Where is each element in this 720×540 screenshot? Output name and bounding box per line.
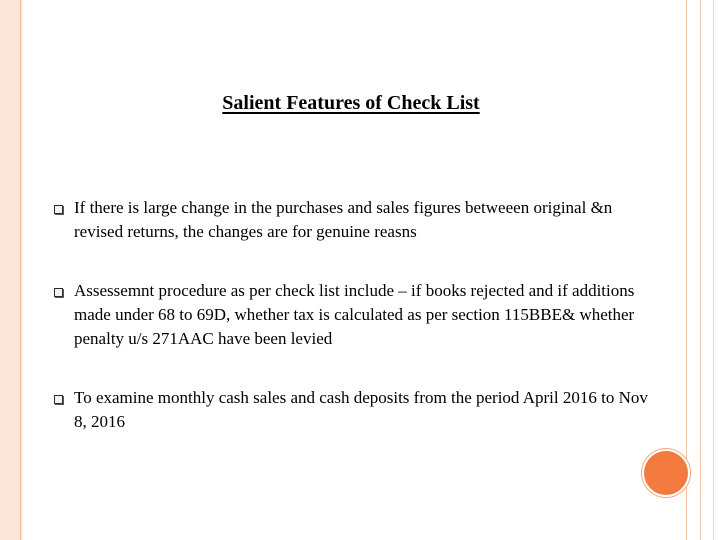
bullet-text: If there is large change in the purchases and sales figures betweeen original &n revised returns, the changes are for genuine reasns bbox=[74, 198, 613, 241]
right-border-decoration bbox=[683, 0, 720, 540]
square-bullet-icon bbox=[54, 395, 63, 404]
right-border-line bbox=[713, 0, 714, 540]
left-border-line bbox=[20, 0, 21, 540]
list-item bbox=[48, 386, 658, 434]
left-border-decoration bbox=[0, 0, 22, 540]
square-bullet-icon bbox=[54, 288, 63, 297]
bullet-text: To examine monthly cash sales and cash deposits from the period April 2016 to Nov 8, 2016 bbox=[74, 388, 648, 431]
right-border-line bbox=[700, 0, 701, 540]
bullet-text: Assessemnt procedure as per check list include – if books rejected and if additions made under 68 to 69D, whether tax is calculated as per section 115BBE& whether penalty u/s 271AAC have been levied bbox=[74, 281, 635, 348]
slide-title: Salient Features of Check List bbox=[222, 92, 480, 114]
bullet-list bbox=[48, 196, 658, 434]
orange-circle-decoration bbox=[642, 449, 690, 497]
square-bullet-icon bbox=[54, 205, 63, 214]
list-item bbox=[48, 196, 658, 244]
list-item bbox=[48, 279, 658, 351]
